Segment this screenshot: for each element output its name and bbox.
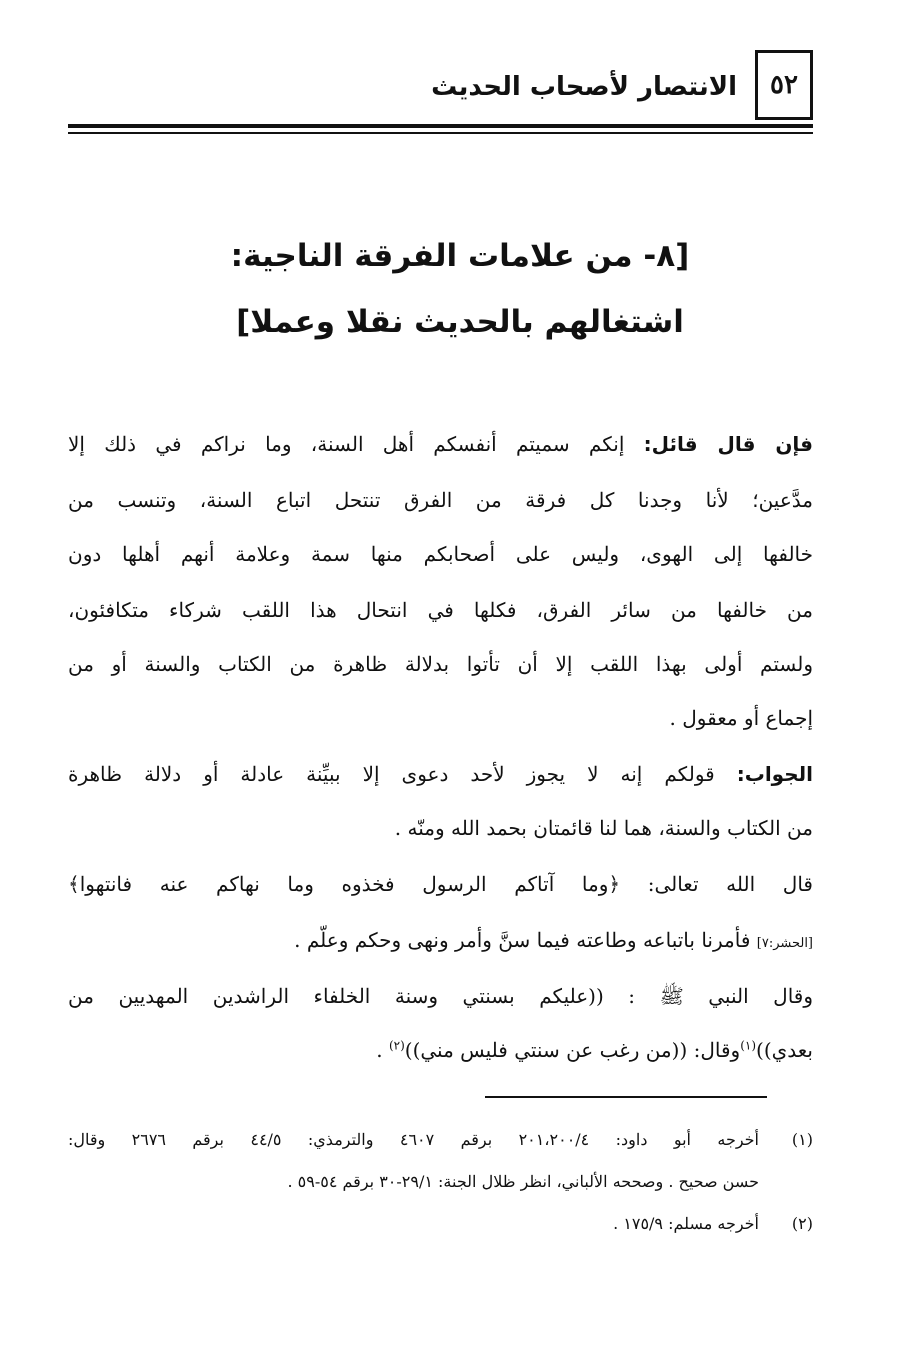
footnote-1-line-2: حسن صحيح . وصححه الألباني، انظر ظلال الجنة: ٢٩/١-٣٠ برقم ٥٤-٥٩ . [287,1172,759,1191]
paragraph-1-line-6: إجماع أو معقول . [669,706,813,730]
paragraph-1-line-2: مدَّعين؛ لأنا وجدنا كل فرقة من الفرق تنتحل اتباع السنة، وتنسب من [68,488,813,512]
footnote-2-number: (٢) [791,1214,813,1233]
paragraph-1-line-1 [68,432,813,456]
paragraph-3-text-2: فأمرنا باتباعه وطاعته فيما سنَّ وأمر ونهى وحكم وعلّم . [294,928,751,952]
paragraph-3-line-2 [68,928,813,952]
paragraph-4-end: . [376,1038,389,1062]
paragraph-4-line-1: وقال النبي ﷺ : ((عليكم بسنتي وسنة الخلفاء الراشدين المهديين من [68,984,813,1008]
paragraph-1-line-3: خالفها إلى الهوى، وليس على أصحابكم منها سمة وعلامة أنهم أهلها دون [68,542,813,566]
header-rule-thin [68,132,813,134]
paragraph-3-line-1: قال الله تعالى: ﴿وما آتاكم الرسول فخذوه وما نهاكم عنه فانتهوا﴾ [68,872,813,896]
paragraph-4-line-2 [68,1038,813,1062]
footnote-1-line-1: أخرجه أبو داود: ٢٠١،٢٠٠/٤ برقم ٤٦٠٧ والترمذي: ٤٤/٥ برقم ٢٦٧٦ وقال: [68,1130,760,1149]
chapter-heading-line-1: [٨- من علامات الفرقة الناجية: [230,238,690,274]
paragraph-2-line-1 [68,762,813,786]
footnote-ref-1[interactable]: (١) [740,1038,757,1053]
footnote-2-line-1: أخرجه مسلم: ١٧٥/٩ . [613,1214,759,1233]
running-title: الانتصار لأصحاب الحديث [431,72,737,102]
paragraph-1-line-5: ولستم أولى بهذا اللقب إلا أن تأتوا بدلالة ظاهرة من الكتاب والسنة أو من [68,652,813,676]
footnote-ref-2[interactable]: (٢) [388,1038,405,1053]
objection-lead: فإن قال قائل: [643,432,813,456]
hadith-1-end: بعدي)) [756,1038,813,1062]
page-header [68,50,813,138]
paragraph-1-text-1: إنكم سميتم أنفسكم أهل السنة، وما نراكم في ذلك إلا [68,432,625,456]
quran-reference: [الحشر:٧] [756,936,813,951]
paragraph-1-line-4: من خالفها من سائر الفرق، فكلها في انتحال هذا اللقب شركاء متكافئون، [68,598,813,622]
answer-lead: الجواب: [736,762,814,786]
footnote-separator [485,1096,767,1098]
header-rule-thick [68,124,813,128]
hadith-2: وقال: ((من رغب عن سنتي فليس مني)) [404,1038,741,1062]
footnote-1-number: (١) [791,1130,813,1149]
paragraph-2-text-1: قولكم إنه لا يجوز لأحد دعوى إلا ببيِّنة عادلة أو دلالة ظاهرة [68,762,715,786]
page-number: ٥٢ [755,50,813,120]
chapter-heading-line-2: اشتغالهم بالحديث نقلا وعملا] [236,304,684,340]
paragraph-2-line-2: من الكتاب والسنة، هما لنا قائمتان بحمد الله ومنّه . [394,816,813,840]
